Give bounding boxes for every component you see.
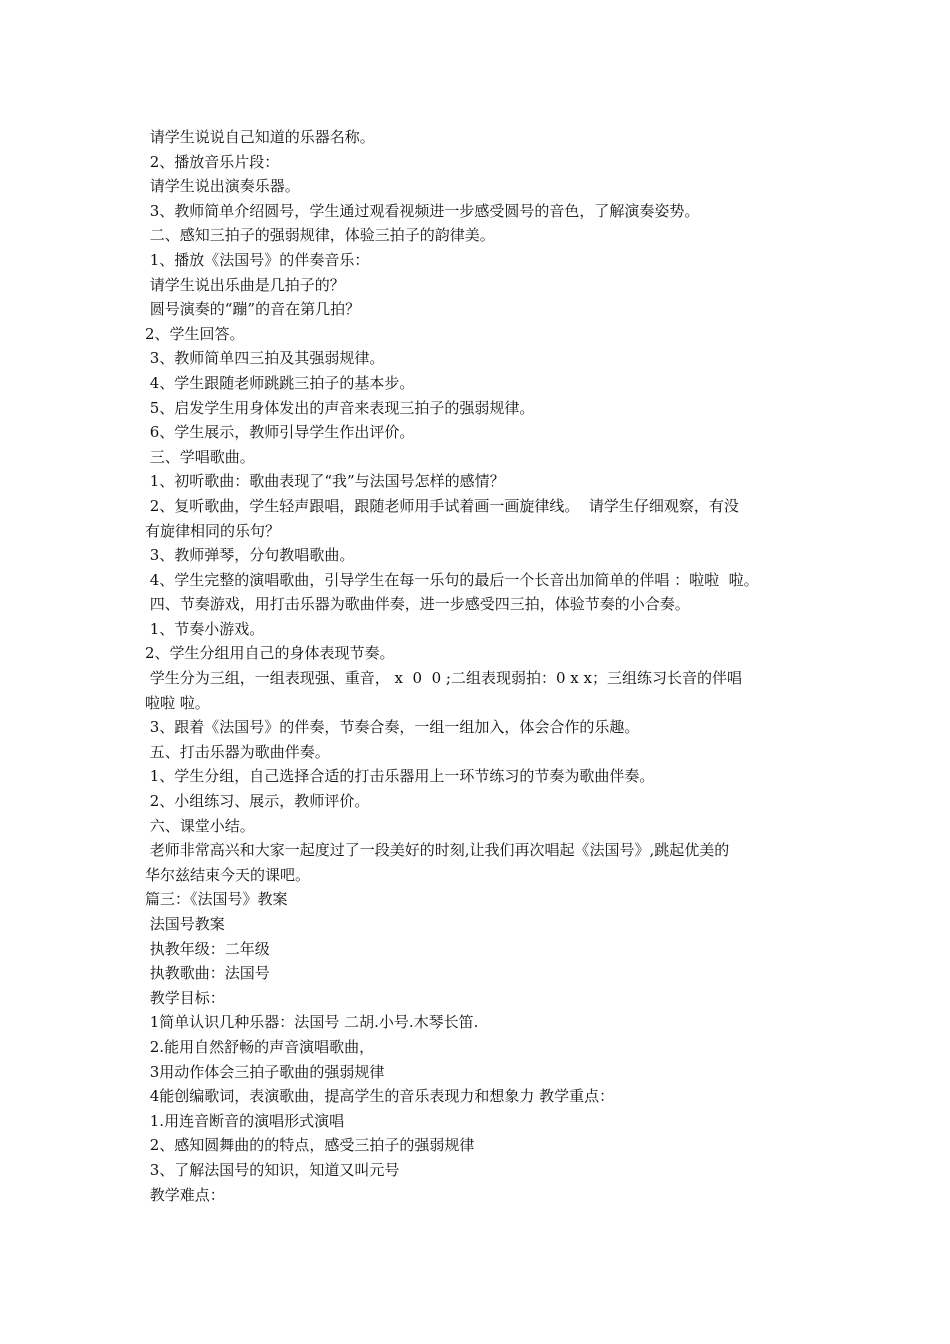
text-line: 3、了解法国号的知识，知道又叫元号 bbox=[145, 1160, 400, 1179]
text-line: 有旋律相同的乐句？ bbox=[145, 521, 281, 540]
text-line: 4能创编歌词，表演歌曲，提高学生的音乐表现力和想象力 教学重点： bbox=[145, 1087, 615, 1106]
text-line: 执教年级：二年级 bbox=[145, 939, 270, 958]
text-line: 4、学生跟随老师跳跳三拍子的基本步。 bbox=[145, 373, 415, 392]
text-line: 啦啦 啦。 bbox=[145, 693, 210, 712]
text-line: 华尔兹结束今天的课吧。 bbox=[145, 865, 311, 884]
text-line: 2、学生分组用自己的身体表现节奏。 bbox=[145, 644, 395, 663]
text-line: 6、学生展示，教师引导学生作出评价。 bbox=[145, 423, 415, 442]
text-line: 请学生说出演奏乐器。 bbox=[145, 177, 300, 196]
section-heading: 六、课堂小结。 bbox=[145, 816, 255, 835]
text-line: 请学生说出乐曲是几拍子的？ bbox=[145, 275, 345, 294]
text-line: 2.能用自然舒畅的声音演唱歌曲， bbox=[145, 1037, 375, 1056]
text-line: 1、学生分组，自己选择合适的打击乐器用上一环节练习的节奏为歌曲伴奏。 bbox=[145, 767, 655, 786]
text-line: 老师非常高兴和大家一起度过了一段美好的时刻,让我们再次唱起《法国号》,跳起优美的 bbox=[145, 841, 730, 860]
section-heading: 五、打击乐器为歌曲伴奏。 bbox=[145, 742, 330, 761]
text-line: 执教歌曲：法国号 bbox=[145, 964, 270, 983]
text-line: 3、教师简单介绍圆号，学生通过观看视频进一步感受圆号的音色，了解演奏姿势。 bbox=[145, 201, 700, 220]
text-line: 3、教师弹琴，分句教唱歌曲。 bbox=[145, 546, 355, 565]
text-line: 请学生说说自己知道的乐器名称。 bbox=[145, 128, 375, 146]
document-body bbox=[145, 125, 825, 1207]
text-line: 2、复听歌曲，学生轻声跟唱，跟随老师用手试着画一画旋律线。 请学生仔细观察，有没 bbox=[145, 496, 739, 515]
text-line: 教学目标： bbox=[145, 988, 225, 1007]
text-line: 2、播放音乐片段： bbox=[145, 152, 280, 171]
text-line: 教学难点： bbox=[145, 1185, 225, 1204]
text-line: 3、跟着《法国号》的伴奏，节奏合奏，一组一组加入，体会合作的乐趣。 bbox=[145, 718, 640, 737]
text-line: 3用动作体会三拍子歌曲的强弱规律 bbox=[145, 1062, 385, 1081]
text-line: 5、启发学生用身体发出的声音来表现三拍子的强弱规律。 bbox=[145, 398, 535, 417]
text-line: 2、学生回答。 bbox=[145, 324, 245, 343]
text-line: 1、节奏小游戏。 bbox=[145, 619, 265, 638]
text-line: 学生分为三组，一组表现强、重音， x 0 0 ;二组表现弱拍：0 x x；三组练习长音的伴唱 bbox=[145, 669, 742, 688]
text-line: 3、教师简单四三拍及其强弱规律。 bbox=[145, 349, 385, 368]
text-line: 2、小组练习、展示，教师评价。 bbox=[145, 792, 370, 811]
text-line: 法国号教案 bbox=[145, 915, 225, 933]
text-line: 1、初听歌曲：歌曲表现了“我”与法国号怎样的感情？ bbox=[145, 472, 505, 491]
section-heading: 二、感知三拍子的强弱规律，体验三拍子的韵律美。 bbox=[145, 226, 495, 245]
text-line: 1、播放《法国号》的伴奏音乐： bbox=[145, 250, 370, 269]
text-line: 4、学生完整的演唱歌曲，引导学生在每一乐句的最后一个长音出加简单的伴唱 ：啦啦 啦。 bbox=[145, 570, 759, 589]
section-heading: 四、节奏游戏，用打击乐器为歌曲伴奏，进一步感受四三拍，体验节奏的小合奏。 bbox=[145, 595, 690, 614]
text-line: 圆号演奏的“蹦”的音在第几拍？ bbox=[145, 300, 361, 319]
text-line: 1简单认识几种乐器：法国号 二胡.小号.木琴长笛. bbox=[145, 1013, 479, 1032]
section-heading: 三、学唱歌曲。 bbox=[145, 447, 255, 466]
text-line: 1.用连音断音的演唱形式演唱 bbox=[145, 1111, 345, 1130]
article-title: 篇三：《法国号》教案 bbox=[145, 890, 288, 909]
text-line: 2、感知圆舞曲的的特点，感受三拍子的强弱规律 bbox=[145, 1136, 475, 1155]
